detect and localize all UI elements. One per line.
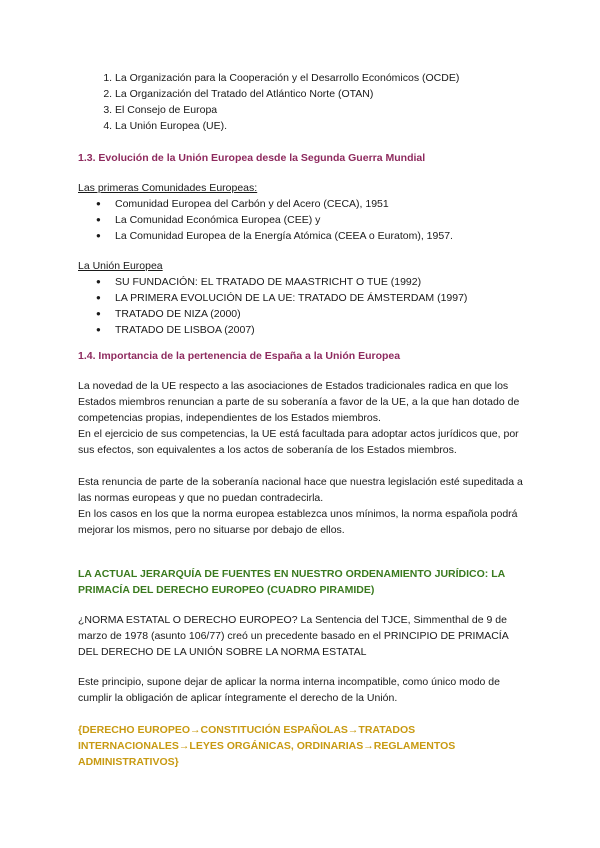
list-item: ● La Comunidad Europea de la Energía Atómica (CEEA o Euratom), 1957.: [115, 228, 528, 244]
list-item: ● TRATADO DE NIZA (2000): [115, 306, 528, 322]
organizations-list: [78, 70, 528, 134]
list-item: ● LA PRIMERA EVOLUCIÓN DE LA UE: TRATADO DE ÁMSTERDAM (1997): [115, 290, 528, 306]
document-page: [78, 70, 528, 770]
hierarchy-heading: LA ACTUAL JERARQUÍA DE FUENTES EN NUESTRO ORDENAMIENTO JURÍDICO: LA PRIMACÍA DEL DERECHO EUROPEO (CUADRO PIRAMIDE): [78, 568, 505, 596]
paragraph: Esta renuncia de parte de la soberanía nacional hace que nuestra legislación esté supeditada a las normas europeas y que no puedan contradecirla.: [78, 476, 523, 504]
eu-list: [78, 274, 528, 338]
list-item: 4. La Unión Europea (UE).: [115, 118, 528, 134]
eu-label: La Unión Europea: [78, 260, 163, 272]
paragraph: En el ejercicio de sus competencias, la UE está facultada para adoptar actos jurídicos que, por sus efectos, son equivalentes a los actos de soberanía de los Estados miembros.: [78, 428, 519, 456]
first-communities-label: Las primeras Comunidades Europeas:: [78, 182, 258, 194]
list-item: ● TRATADO DE LISBOA (2007): [115, 322, 528, 338]
first-communities-list: [78, 196, 528, 244]
paragraph: La novedad de la UE respecto a las asociaciones de Estados tradicionales radica en que los Estados miembros renuncian a parte de su soberanía a favor de la UE, a la que han dotado de competencias propias, independientes de los Estados miembros.: [78, 380, 520, 424]
paragraph: ¿NORMA ESTATAL O DERECHO EUROPEO? La Sentencia del TJCE, Simmenthal de 9 de marzo de 1978 (asunto 106/77) creó un precedente basado en el PRINCIPIO DE PRIMACÍA DEL DERECHO DE LA UNIÓN SOBRE LA NORMA ESTATAL: [78, 614, 509, 658]
list-item: ● La Comunidad Económica Europea (CEE) y: [115, 212, 528, 228]
list-item: 3. El Consejo de Europa: [115, 102, 528, 118]
hierarchy-order: {DERECHO EUROPEO→CONSTITUCIÓN ESPAÑOLAS→TRATADOS INTERNACIONALES→LEYES ORGÁNICAS, ORDINARIAS→REGLAMENTOS ADMINISTRATIVOS}: [78, 724, 456, 768]
section-1-4-heading: 1.4. Importancia de la pertenencia de España a la Unión Europea: [78, 350, 401, 362]
list-item: ● Comunidad Europea del Carbón y del Acero (CECA), 1951: [115, 196, 528, 212]
list-item: ● SU FUNDACIÓN: EL TRATADO DE MAASTRICHT O TUE (1992): [115, 274, 528, 290]
section-1-3-heading: 1.3. Evolución de la Unión Europea desde la Segunda Guerra Mundial: [78, 152, 426, 164]
paragraph: En los casos en los que la norma europea establezca unos mínimos, la norma española podrá mejorar los mismos, pero no situarse por debajo de ellos.: [78, 508, 518, 536]
paragraph: Este principio, supone dejar de aplicar la norma interna incompatible, como único modo de cumplir la obligación de aplicar íntegramente el derecho de la Unión.: [78, 676, 500, 704]
list-item: 2. La Organización del Tratado del Atlántico Norte (OTAN): [115, 86, 528, 102]
list-item: 1. La Organización para la Cooperación y el Desarrollo Económicos (OCDE): [115, 70, 528, 86]
